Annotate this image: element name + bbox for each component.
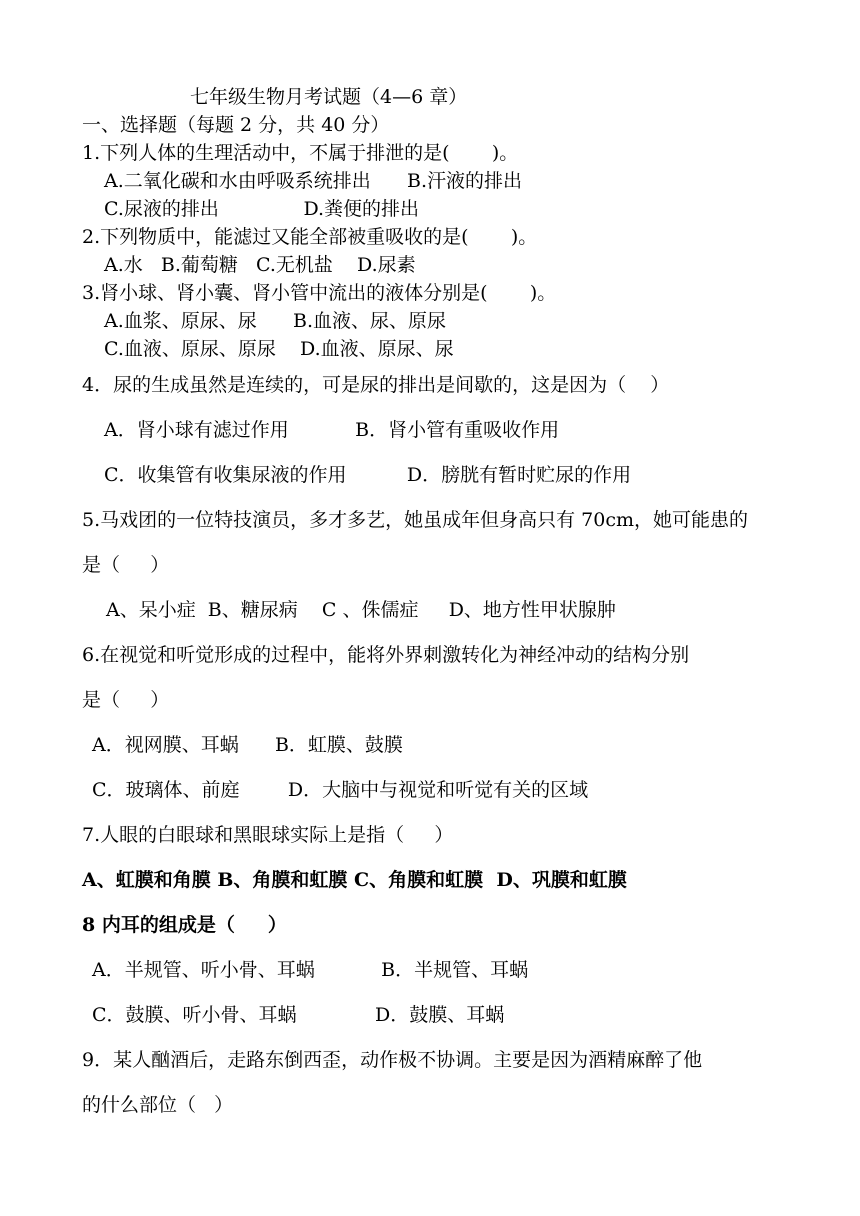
question-6: 6.在视觉和听觉形成的过程中，能将外界刺激转化为神经冲动的结构分别 (82, 644, 690, 666)
question-4-options-row-2: C．收集管有收集尿液的作用 D．膀胱有暂时贮尿的作用 (104, 464, 632, 486)
question-2-options: A.水 B.葡萄糖 C.无机盐 D.尿素 (104, 254, 416, 276)
question-1-options-row-2: C.尿液的排出 D.粪便的排出 (104, 198, 420, 220)
question-9: 9．某人酗酒后，走路东倒西歪，动作极不协调。主要是因为酒精麻醉了他 (82, 1049, 703, 1071)
question-6-options-row-1: A．视网膜、耳蜗 B．虹膜、鼓膜 (92, 734, 403, 756)
question-7: 7.人眼的白眼球和黑眼球实际上是指（ ） (82, 824, 454, 846)
question-1: 1.下列人体的生理活动中，不属于排泄的是( )。 (82, 142, 519, 164)
section-heading: 一、选择题（每题 2 分，共 40 分） (82, 114, 390, 136)
question-4-options-row-1: A．肾小球有滤过作用 B．肾小管有重吸收作用 (104, 419, 560, 441)
question-5-continued: 是（ ） (82, 554, 170, 576)
question-6-options-row-2: C．玻璃体、前庭 D．大脑中与视觉和听觉有关的区域 (92, 779, 589, 801)
question-5-options: A、呆小症 B、糖尿病 C 、侏儒症 D、地方性甲状腺肿 (106, 599, 616, 621)
question-3: 3.肾小球、肾小囊、肾小管中流出的液体分别是( )。 (82, 282, 557, 304)
question-1-options-row-1: A.二氧化碳和水由呼吸系统排出 B.汗液的排出 (104, 170, 523, 192)
question-8-options-row-2: C．鼓膜、听小骨、耳蜗 D．鼓膜、耳蜗 (92, 1004, 505, 1026)
question-3-options-row-1: A.血浆、原尿、尿 B.血液、尿、原尿 (104, 310, 447, 332)
question-2: 2.下列物质中，能滤过又能全部被重吸收的是( )。 (82, 226, 538, 248)
question-5: 5.马戏团的一位特技演员，多才多艺，她虽成年但身高只有 70cm，她可能患的 (82, 509, 749, 531)
question-6-continued: 是（ ） (82, 689, 170, 711)
question-8-options-row-1: A．半规管、听小骨、耳蜗 B．半规管、耳蜗 (92, 959, 529, 981)
question-8: 8 内耳的组成是（ ） (82, 914, 287, 936)
question-7-options: A、虹膜和角膜 B、角膜和虹膜 C、角膜和虹膜 D、巩膜和虹膜 (82, 869, 627, 891)
question-4: 4．尿的生成虽然是连续的，可是尿的排出是间歇的，这是因为（ ） (82, 374, 670, 396)
question-9-continued: 的什么部位（ ） (82, 1094, 234, 1116)
question-3-options-row-2: C.血液、原尿、原尿 D.血液、原尿、尿 (104, 338, 454, 360)
page-title: 七年级生物月考试题（4—6 章） (190, 86, 468, 108)
